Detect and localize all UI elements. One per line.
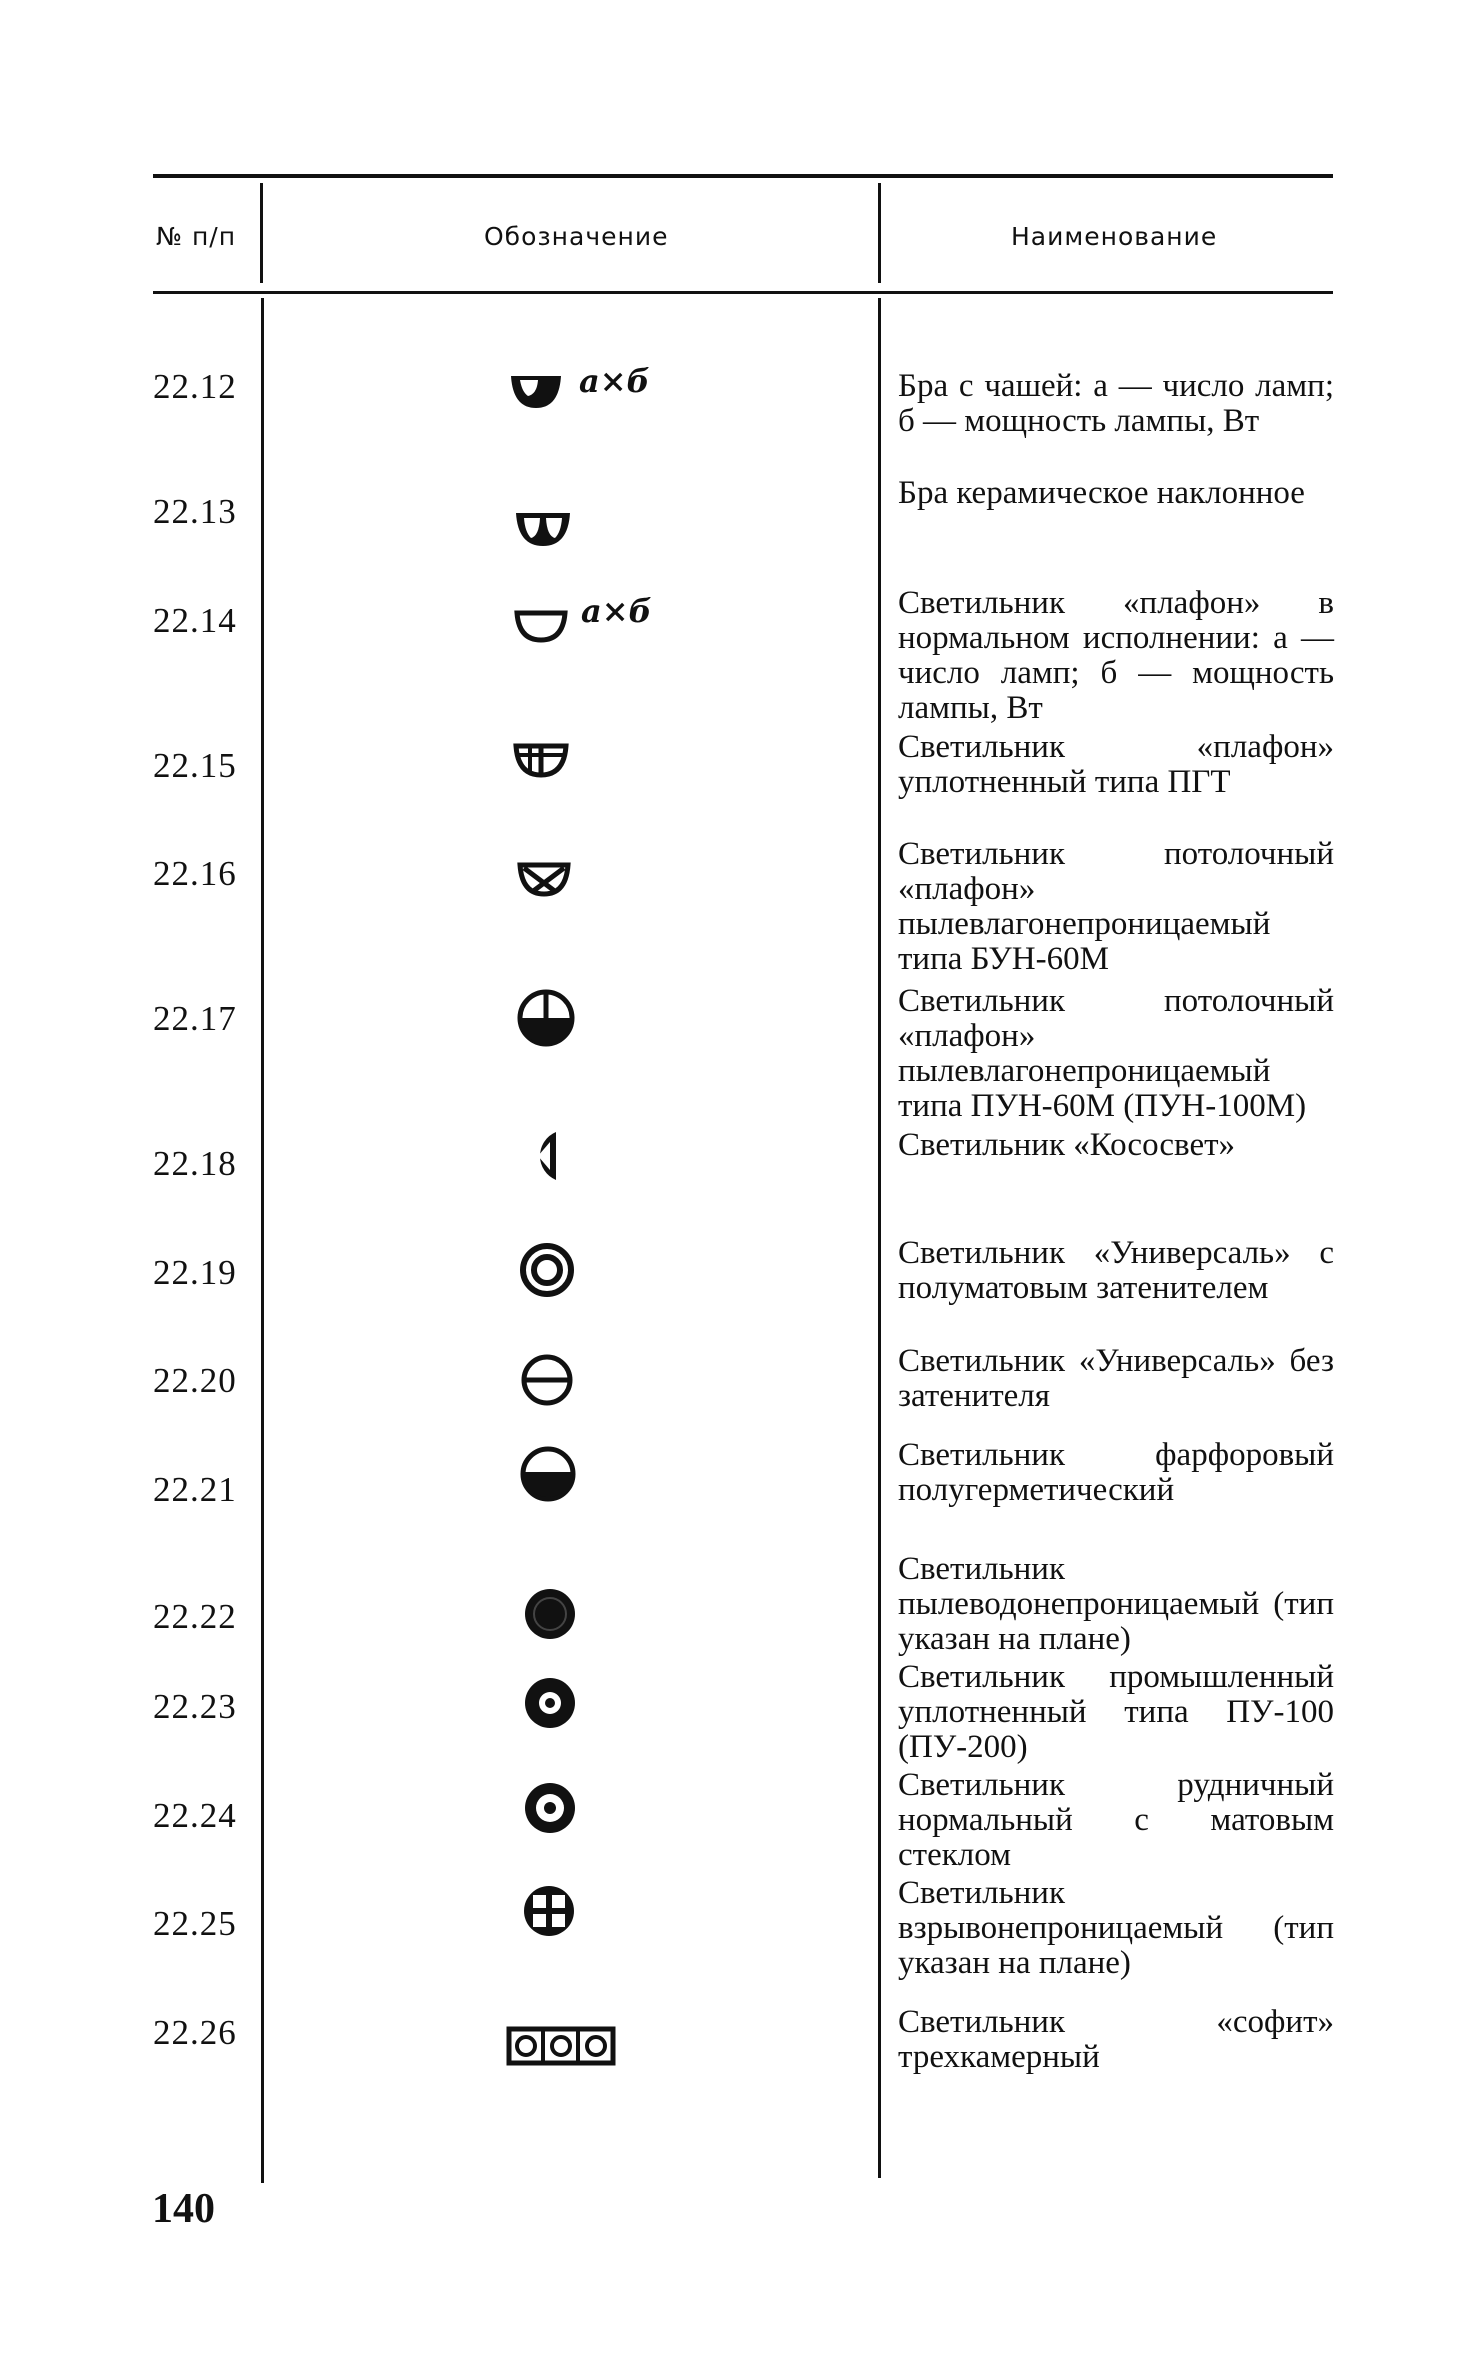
row-number: 22.19 — [153, 1253, 237, 1292]
row-description: Светильник «Кососвет» — [898, 1127, 1236, 1163]
ceramic-bracket-icon — [513, 508, 573, 550]
row-number: 22.21 — [153, 1470, 237, 1509]
row-number: 22.24 — [153, 1796, 237, 1835]
row-number: 22.26 — [153, 2013, 237, 2052]
universal-no-shade-icon — [519, 1352, 575, 1408]
ceiling-dustproof-icon — [516, 988, 576, 1048]
row-description: Светильник потолочный «плафон» пылевлагонепроницаемый типа ПУН-60М (ПУН-100М) — [898, 983, 1334, 1124]
row-description: Светильник пылеводонепроницаемый (тип указан на плане) — [898, 1551, 1334, 1657]
row-description: Светильник потолочный «плафон» пылевлагонепроницаемый типа БУН-60М — [898, 836, 1334, 977]
row-number: 22.23 — [153, 1687, 237, 1726]
column-divider-1-body — [261, 298, 264, 2183]
row-description: Светильник фарфоровый полугерметический — [898, 1437, 1334, 1508]
symbol-label: a×б — [581, 592, 652, 630]
mine-matte-glass-icon — [522, 1780, 578, 1836]
soffit-three-chamber-icon — [506, 2026, 616, 2066]
row-number: 22.17 — [153, 999, 237, 1038]
header-bottom-rule — [153, 291, 1333, 294]
row-description: Светильник «плафон» в нормальном исполнении: a — число ламп; б — мощность лампы, Вт — [898, 585, 1334, 726]
row-number: 22.18 — [153, 1144, 237, 1183]
table-top-rule — [153, 174, 1333, 178]
row-description: Бра с чашей: a — число ламп; б — мощность лампы, Вт — [898, 368, 1334, 439]
symbol-label: a×б — [579, 362, 650, 400]
row-number: 22.12 — [153, 367, 237, 406]
explosion-proof-icon — [521, 1883, 577, 1939]
page-number: 140 — [152, 2186, 215, 2232]
dust-water-proof-icon — [522, 1586, 578, 1642]
porcelain-semisealed-icon — [519, 1445, 577, 1503]
row-number: 22.13 — [153, 492, 237, 531]
row-number: 22.16 — [153, 854, 237, 893]
row-description: Светильник взрывонепроницаемый (тип указан на плане) — [898, 1875, 1334, 1981]
row-number: 22.25 — [153, 1904, 237, 1943]
row-number: 22.14 — [153, 601, 237, 640]
column-divider-2-body — [878, 298, 881, 2178]
header-name: Наименование — [1011, 222, 1218, 251]
ceiling-plafond-icon — [513, 608, 569, 644]
column-divider-1 — [260, 183, 263, 283]
row-description: Светильник промышленный уплотненный типа ПУ-100 (ПУ-200) — [898, 1659, 1334, 1765]
header-number: № п/п — [156, 222, 237, 251]
row-description: Светильник рудничный нормальный с матовым стеклом — [898, 1767, 1334, 1873]
universal-matte-icon — [519, 1242, 575, 1298]
sealed-plafond-icon — [512, 741, 570, 781]
row-description: Светильник «Универсаль» без затенителя — [898, 1343, 1334, 1414]
row-number: 22.15 — [153, 746, 237, 785]
header-symbol: Обозначение — [484, 222, 669, 251]
kosovet-icon — [526, 1128, 560, 1184]
dustproof-plafond-icon — [516, 860, 572, 900]
column-divider-2 — [878, 183, 881, 283]
industrial-sealed-icon — [522, 1675, 578, 1731]
row-number: 22.22 — [153, 1597, 237, 1636]
row-description: Светильник «плафон» уплотненный типа ПГТ — [898, 729, 1334, 800]
row-description: Светильник «софит» трехкамерный — [898, 2004, 1334, 2075]
row-number: 22.20 — [153, 1361, 237, 1400]
bracket-bowl-icon — [508, 370, 566, 412]
row-description: Светильник «Универсаль» с полуматовым затенителем — [898, 1235, 1334, 1306]
row-description: Бра керамическое наклонное — [898, 475, 1305, 511]
